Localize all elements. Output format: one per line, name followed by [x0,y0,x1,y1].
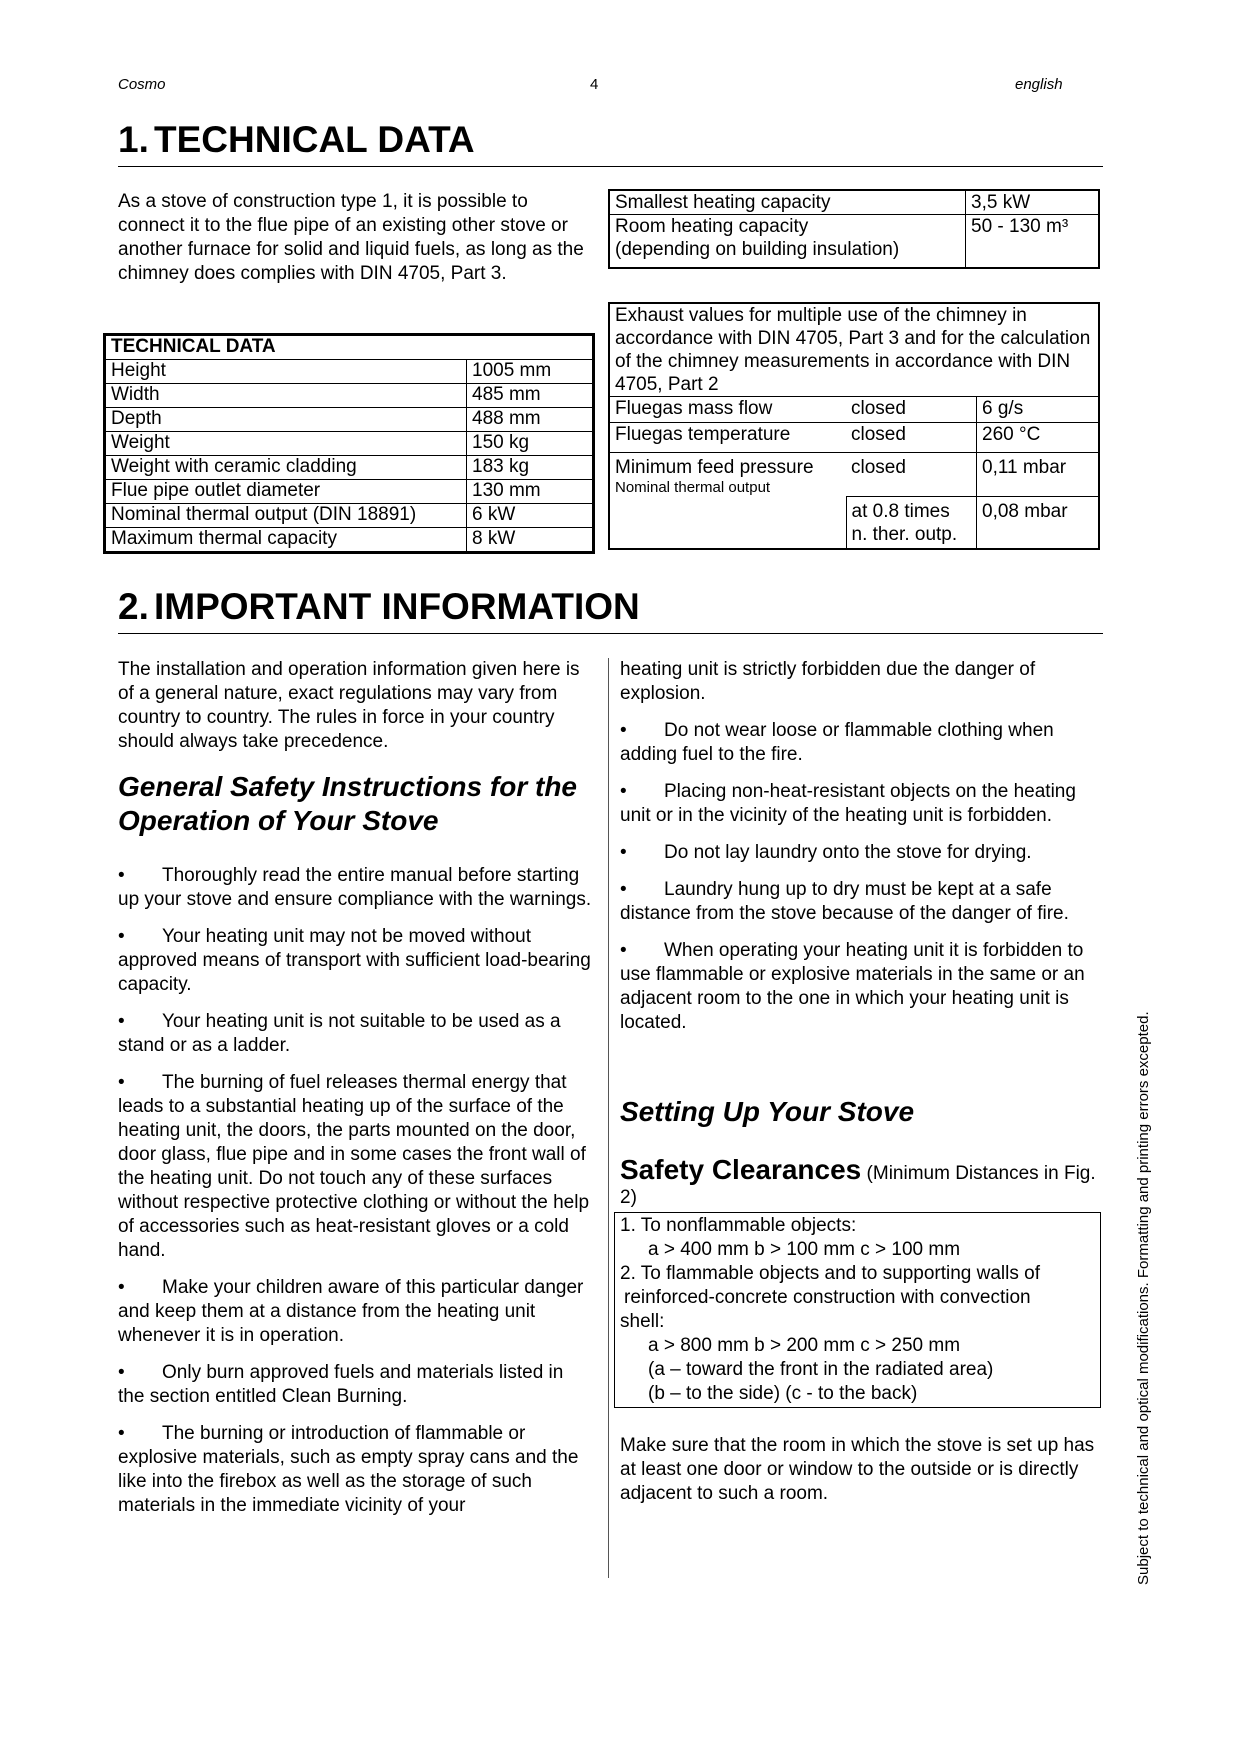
table-row: Maximum thermal capacity 8 kW [105,528,594,553]
list-item: • The burning of fuel releases thermal energy that leads to a substantial heating up of the surface of the heating unit, the doors, the parts mounted on the door, door glass, flue pipe and in some cases the front wall of the heating unit. Do not touch any of these surfaces without respective protective clothing or without the help of accessories such as heat-resistant gloves or a cold hand. [118,1072,590,1261]
list-item: • Your heating unit is not suitable to be used as a stand or as a ladder. [118,1011,561,1056]
side-disclaimer: Subject to technical and optical modifications. Formatting and printing errors excepted. [1135,1011,1152,1585]
mass-flow-state: closed [846,397,977,423]
table-row: Depth 488 mm [105,408,594,432]
header-right: english [1015,76,1063,93]
section-1-number: 1. [118,119,149,160]
mass-flow-value: 6 g/s [982,398,1024,419]
table-row: Height 1005 mm [105,360,594,384]
table-row: Weight with ceramic cladding 183 kg [105,456,594,480]
column-divider [608,658,609,1578]
room-capacity-value: 50 - 130 m³ [971,216,1069,237]
room-capacity-label: Room heating capacity (depending on building insulation) [609,215,966,269]
table-row: Width 485 mm [105,384,594,408]
list-item: • Do not wear loose or flammable clothing when adding fuel to the fire. [620,720,1054,765]
header-left: Cosmo [118,76,166,93]
pressure-state: closed [846,453,977,497]
exhaust-heading: Exhaust values for multiple use of the chimney in accordance with DIN 4705, Part 3 and for the calculation of the chimney measurements in accordance with DIN 4705, Part 2 [615,305,1091,395]
pressure-label-cell [609,453,846,550]
table-row: Weight 150 kg [105,432,594,456]
temperature-state: closed [846,423,977,453]
table-row: Nominal thermal output (DIN 18891) 6 kW [105,504,594,528]
left-column [118,658,595,1531]
clearances-heading: Safety Clearances [620,1154,862,1185]
exhaust-values-table [608,302,1100,550]
right-continuation: heating unit is strictly forbidden due the danger of explosion. [620,659,1036,704]
list-item: • When operating your heating unit it is forbidden to use flammable or explosive materials in the same or an adjacent room to the one in which your heating unit is located. [620,940,1085,1033]
list-item: • Your heating unit may not be moved without approved means of transport with sufficient load-bearing capacity. [118,926,591,995]
reduced-value: 0,08 mbar [982,501,1068,522]
mass-flow-label: Fluegas mass flow [615,398,773,419]
room-note: Make sure that the room in which the stove is set up has at least one door or window to the outside or is directly adjacent to such a room. [620,1435,1095,1504]
section-2-heading [118,585,1103,634]
technical-intro: As a stove of construction type 1, it is possible to connect it to the flue pipe of an existing other stove or another furnace for solid and liquid fuels, as long as the chimney does complies with DIN 4705, Part 3. [118,191,584,284]
list-item: • The burning or introduction of flammable or explosive materials, such as empty spray cans and the like into the firebox as well as the storage of such materials in the immediate vicinity of your [118,1423,579,1516]
capacity-table [608,189,1100,269]
section-2-number: 2. [118,586,149,627]
list-item: • Laundry hung up to dry must be kept at a safe distance from the stove because of the danger of fire. [620,879,1069,924]
list-item: • Do not lay laundry onto the stove for drying. [620,842,1032,863]
technical-data-table [103,333,595,554]
section-1-title: TECHNICAL DATA [154,119,475,160]
list-item: • Only burn approved fuels and materials listed in the section entitled Clean Burning. [118,1362,564,1407]
temperature-label: Fluegas temperature [615,424,791,445]
important-intro: The installation and operation information given here is of a general nature, exact regulations may vary from country to country. The rules in force in your country should always take precedence. [118,659,580,752]
page-number: 4 [590,76,599,93]
smallest-capacity-value: 3,5 kW [971,192,1031,213]
section-2-title: IMPORTANT INFORMATION [154,586,640,627]
list-item: • Make your children aware of this particular danger and keep them at a distance from the heating unit whenever it is in operation. [118,1277,584,1346]
clearances-heading-line [620,1155,1098,1210]
pressure-label: Minimum feed pressure [615,457,814,478]
smallest-capacity-label: Smallest heating capacity [609,190,966,215]
pressure-value: 0,11 mbar [982,457,1067,478]
table-row: Flue pipe outlet diameter 130 mm [105,480,594,504]
pressure-sublabel: Nominal thermal output [615,479,771,496]
technical-table-title: TECHNICAL DATA [105,335,594,360]
list-item: • Thoroughly read the entire manual before starting up your stove and ensure compliance with the warnings. [118,865,592,910]
setup-heading: Setting Up Your Stove [620,1096,915,1127]
right-column [620,658,1098,1506]
reduced-state: at 0.8 times n. ther. outp. [846,497,977,550]
section-1-heading [118,118,1103,167]
temperature-value: 260 °C [982,424,1041,445]
list-item: • Placing non-heat-resistant objects on the heating unit or in the vicinity of the heating unit is forbidden. [620,781,1076,826]
safety-heading: General Safety Instructions for the Operation of Your Stove [118,771,577,836]
clearances-box: 1. To nonflammable objects: a > 400 mm b > 100 mm c > 100 mm 2. To flammable objects and to supporting walls of reinforced-concrete construction with convection shell: a > 800 mm b > 200 mm c > 250 mm (a – toward the front in the radiated area) (b – to the side) (c - to the back) [614,1212,1101,1408]
clearances-note: (Minimum Distances in Fig. 2) [620,1163,1096,1208]
